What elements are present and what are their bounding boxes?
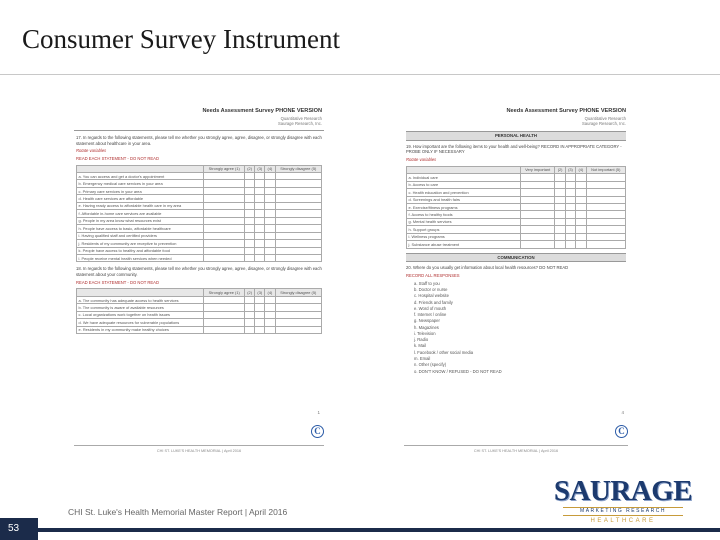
table-row	[407, 211, 626, 218]
doc-footer-rule	[404, 445, 628, 446]
grid-item: l. People receive mental health services when needed	[77, 255, 204, 262]
table-row	[407, 196, 626, 203]
grid-item: g. Mental health services	[407, 218, 521, 225]
table-row	[77, 195, 322, 202]
grid-item: c. Local organizations work together on health issues	[77, 311, 204, 318]
list-item: j. Radio	[414, 337, 429, 343]
doc-page-number: 1	[317, 409, 320, 415]
grid-item: d. We have adequate resources for vulnerable populations	[77, 319, 204, 326]
grid-corner	[77, 165, 204, 172]
title-divider	[0, 74, 720, 75]
report-caption: CHI St. Luke's Health Memorial Master Report | April 2016	[68, 507, 288, 517]
grid-item: h. Support groups	[407, 226, 521, 233]
table-row	[77, 326, 322, 333]
question-text: 17. In regards to the following statements, please tell me whether you strongly agree, agree, disagree, or strongly disagree with each statement about healthcare in your area.	[76, 134, 322, 146]
grid-item: b. Emergency medical care services in your area	[77, 180, 204, 187]
section-heading: PERSONAL HEALTH	[406, 131, 626, 141]
logo-seal-icon: C	[615, 425, 628, 438]
question-text: 19. How important are the following items to your health and well-being? RECORD IN APPROPRIATE CATEGORY - PROBE ONLY IF NECESSARY	[406, 143, 622, 155]
grid-item: f. Affordable in-home care services are available	[77, 210, 204, 217]
logo-wordmark: SAURAGE	[553, 475, 693, 507]
slide-number: 53	[0, 518, 38, 540]
grid-item: j. Residents of my community are receptive to prevention	[77, 240, 204, 247]
grid-item: e. Having ready access to affordable health care in my area	[77, 202, 204, 209]
question-note: Rotate variables	[76, 148, 107, 154]
table-row	[407, 174, 626, 181]
doc-header-subtitle: Quantitative Research	[280, 115, 322, 121]
list-item: a. Staff to you	[414, 280, 440, 286]
grid-item: k. People have access to healthy and affordable food	[77, 247, 204, 254]
list-item: c. Hospital website	[414, 293, 449, 299]
doc-header-company: Saurage Research, Inc.	[278, 121, 322, 127]
table-row	[77, 304, 322, 311]
grid-item: b. The community is aware of available resources	[77, 304, 204, 311]
doc-footer-rule	[74, 445, 324, 446]
logo-seal-icon: C	[311, 425, 324, 438]
rating-grid	[76, 165, 322, 263]
grid-item: c. Primary care services in your area	[77, 187, 204, 194]
doc-footer: CHI ST. LUKE'S HEALTH MEMORIAL | April 2016	[473, 448, 559, 453]
list-item: m. Email	[414, 356, 431, 362]
list-item: n. Other (specify)	[414, 362, 447, 368]
grid-item: h. People have access to basic, affordable healthcare	[77, 225, 204, 232]
question-prompt: READ EACH STATEMENT - DO NOT READ	[76, 279, 159, 285]
list-item: b. Doctor or nurse	[414, 287, 448, 293]
doc-header-company: Saurage Research, Inc.	[582, 121, 626, 127]
grid-col-header: (4)	[265, 289, 275, 296]
list-item: i. Television	[414, 330, 436, 336]
grid-col-header: Strongly agree (1)	[204, 289, 245, 296]
response-list	[414, 281, 626, 374]
grid-header-row	[407, 166, 626, 173]
grid-col-header: Not important (5)	[586, 166, 625, 173]
question-prompt: READ EACH STATEMENT - DO NOT READ	[76, 155, 159, 161]
list-item: g. Newspaper	[414, 318, 440, 324]
table-row	[77, 240, 322, 247]
question-text: 20. Where do you usually get information about local health resources? DO NOT READ	[406, 265, 569, 271]
doc-footer: CHI ST. LUKE'S HEALTH MEMORIAL | April 2016	[156, 448, 242, 453]
grid-item: i. Wellness programs	[407, 233, 521, 240]
grid-col-header: (3)	[565, 166, 575, 173]
table-row	[77, 225, 322, 232]
doc-divider	[74, 130, 324, 131]
grid-item: a. The community has adequate access to health services	[77, 296, 204, 303]
grid-item: d. Screenings and health fairs	[407, 196, 521, 203]
grid-header-row	[77, 165, 322, 172]
grid-item: a. Individual care	[407, 174, 521, 181]
question-prompt: RECORD ALL RESPONSES	[406, 273, 460, 279]
grid-col-header: (2)	[555, 166, 565, 173]
list-item: f. Internet / online	[414, 312, 447, 318]
section-heading: COMMUNICATION	[406, 253, 626, 263]
grid-col-header: (3)	[255, 289, 265, 296]
grid-header-row	[77, 289, 322, 296]
doc-header-title: Needs Assessment Survey PHONE VERSION	[202, 108, 322, 114]
slide-title: Consumer Survey Instrument	[22, 24, 340, 54]
survey-page-left	[66, 100, 332, 460]
table-row	[407, 218, 626, 225]
doc-header-title: Needs Assessment Survey PHONE VERSION	[506, 108, 626, 114]
table-row	[77, 232, 322, 239]
list-item: k. Mail	[414, 343, 427, 349]
table-row	[77, 173, 322, 180]
grid-col-header: Strongly disagree (5)	[275, 289, 322, 296]
grid-item: a. You can access and get a doctor's appointment	[77, 173, 204, 180]
table-row	[407, 189, 626, 196]
grid-item: e. Exercise/fitness programs	[407, 203, 521, 210]
list-item: l. Facebook / other social media	[414, 349, 474, 355]
bottom-band	[38, 528, 720, 532]
doc-page-number: 4	[621, 409, 624, 415]
list-item: d. Friends and family	[414, 299, 453, 305]
grid-col-header: (4)	[576, 166, 586, 173]
table-row	[407, 181, 626, 188]
grid-corner	[77, 289, 204, 296]
table-row	[77, 180, 322, 187]
grid-item: f. Access to healthy foods	[407, 211, 521, 218]
grid-item: e. Residents in my community make healthy choices	[77, 326, 204, 333]
logo-division: HEALTHCARE	[590, 518, 656, 524]
grid-col-header: Strongly agree (1)	[204, 165, 245, 172]
list-item: h. Magazines	[414, 324, 439, 330]
doc-header-right	[396, 100, 636, 127]
table-row	[407, 226, 626, 233]
doc-header-subtitle: Quantitative Research	[584, 115, 626, 121]
grid-item: d. Health care services are affordable	[77, 195, 204, 202]
saurage-logo	[553, 476, 693, 528]
table-row	[77, 319, 322, 326]
grid-col-header: (2)	[245, 289, 255, 296]
grid-item: c. Health education and prevention	[407, 189, 521, 196]
table-row	[77, 255, 322, 262]
question-text: 18. In regards to the following statements, please tell me whether you strongly agree, agree, disagree, or strongly disagree with each statement about your community.	[76, 266, 322, 278]
grid-col-header: (3)	[255, 165, 265, 172]
logo-tagline: MARKETING RESEARCH	[563, 507, 683, 516]
grid-item: g. People in my area know what resources exist	[77, 217, 204, 224]
list-item: o. DON'T KNOW / REFUSED - DO NOT READ	[414, 368, 502, 374]
table-row	[77, 247, 322, 254]
list-item: e. Word of mouth	[414, 305, 447, 311]
question-note: Rotate variables	[406, 157, 437, 163]
table-row	[77, 311, 322, 318]
table-row	[77, 202, 322, 209]
rating-grid-2	[76, 288, 322, 334]
grid-corner	[407, 166, 521, 173]
grid-col-header: Very important	[520, 166, 555, 173]
importance-grid	[406, 166, 626, 249]
table-row	[77, 217, 322, 224]
table-row	[77, 296, 322, 303]
survey-page-right	[396, 100, 636, 460]
grid-col-header: (2)	[245, 165, 255, 172]
table-row	[407, 233, 626, 240]
grid-item: j. Substance abuse treatment	[407, 241, 521, 248]
table-row	[407, 203, 626, 210]
doc-header-left	[66, 100, 332, 127]
grid-col-header: (4)	[265, 165, 275, 172]
table-row	[407, 241, 626, 248]
grid-item: b. Access to care	[407, 181, 521, 188]
table-row	[77, 187, 322, 194]
table-row	[77, 210, 322, 217]
grid-col-header: Strongly disagree (5)	[275, 165, 322, 172]
grid-item: i. Having qualified staff and certified providers	[77, 232, 204, 239]
